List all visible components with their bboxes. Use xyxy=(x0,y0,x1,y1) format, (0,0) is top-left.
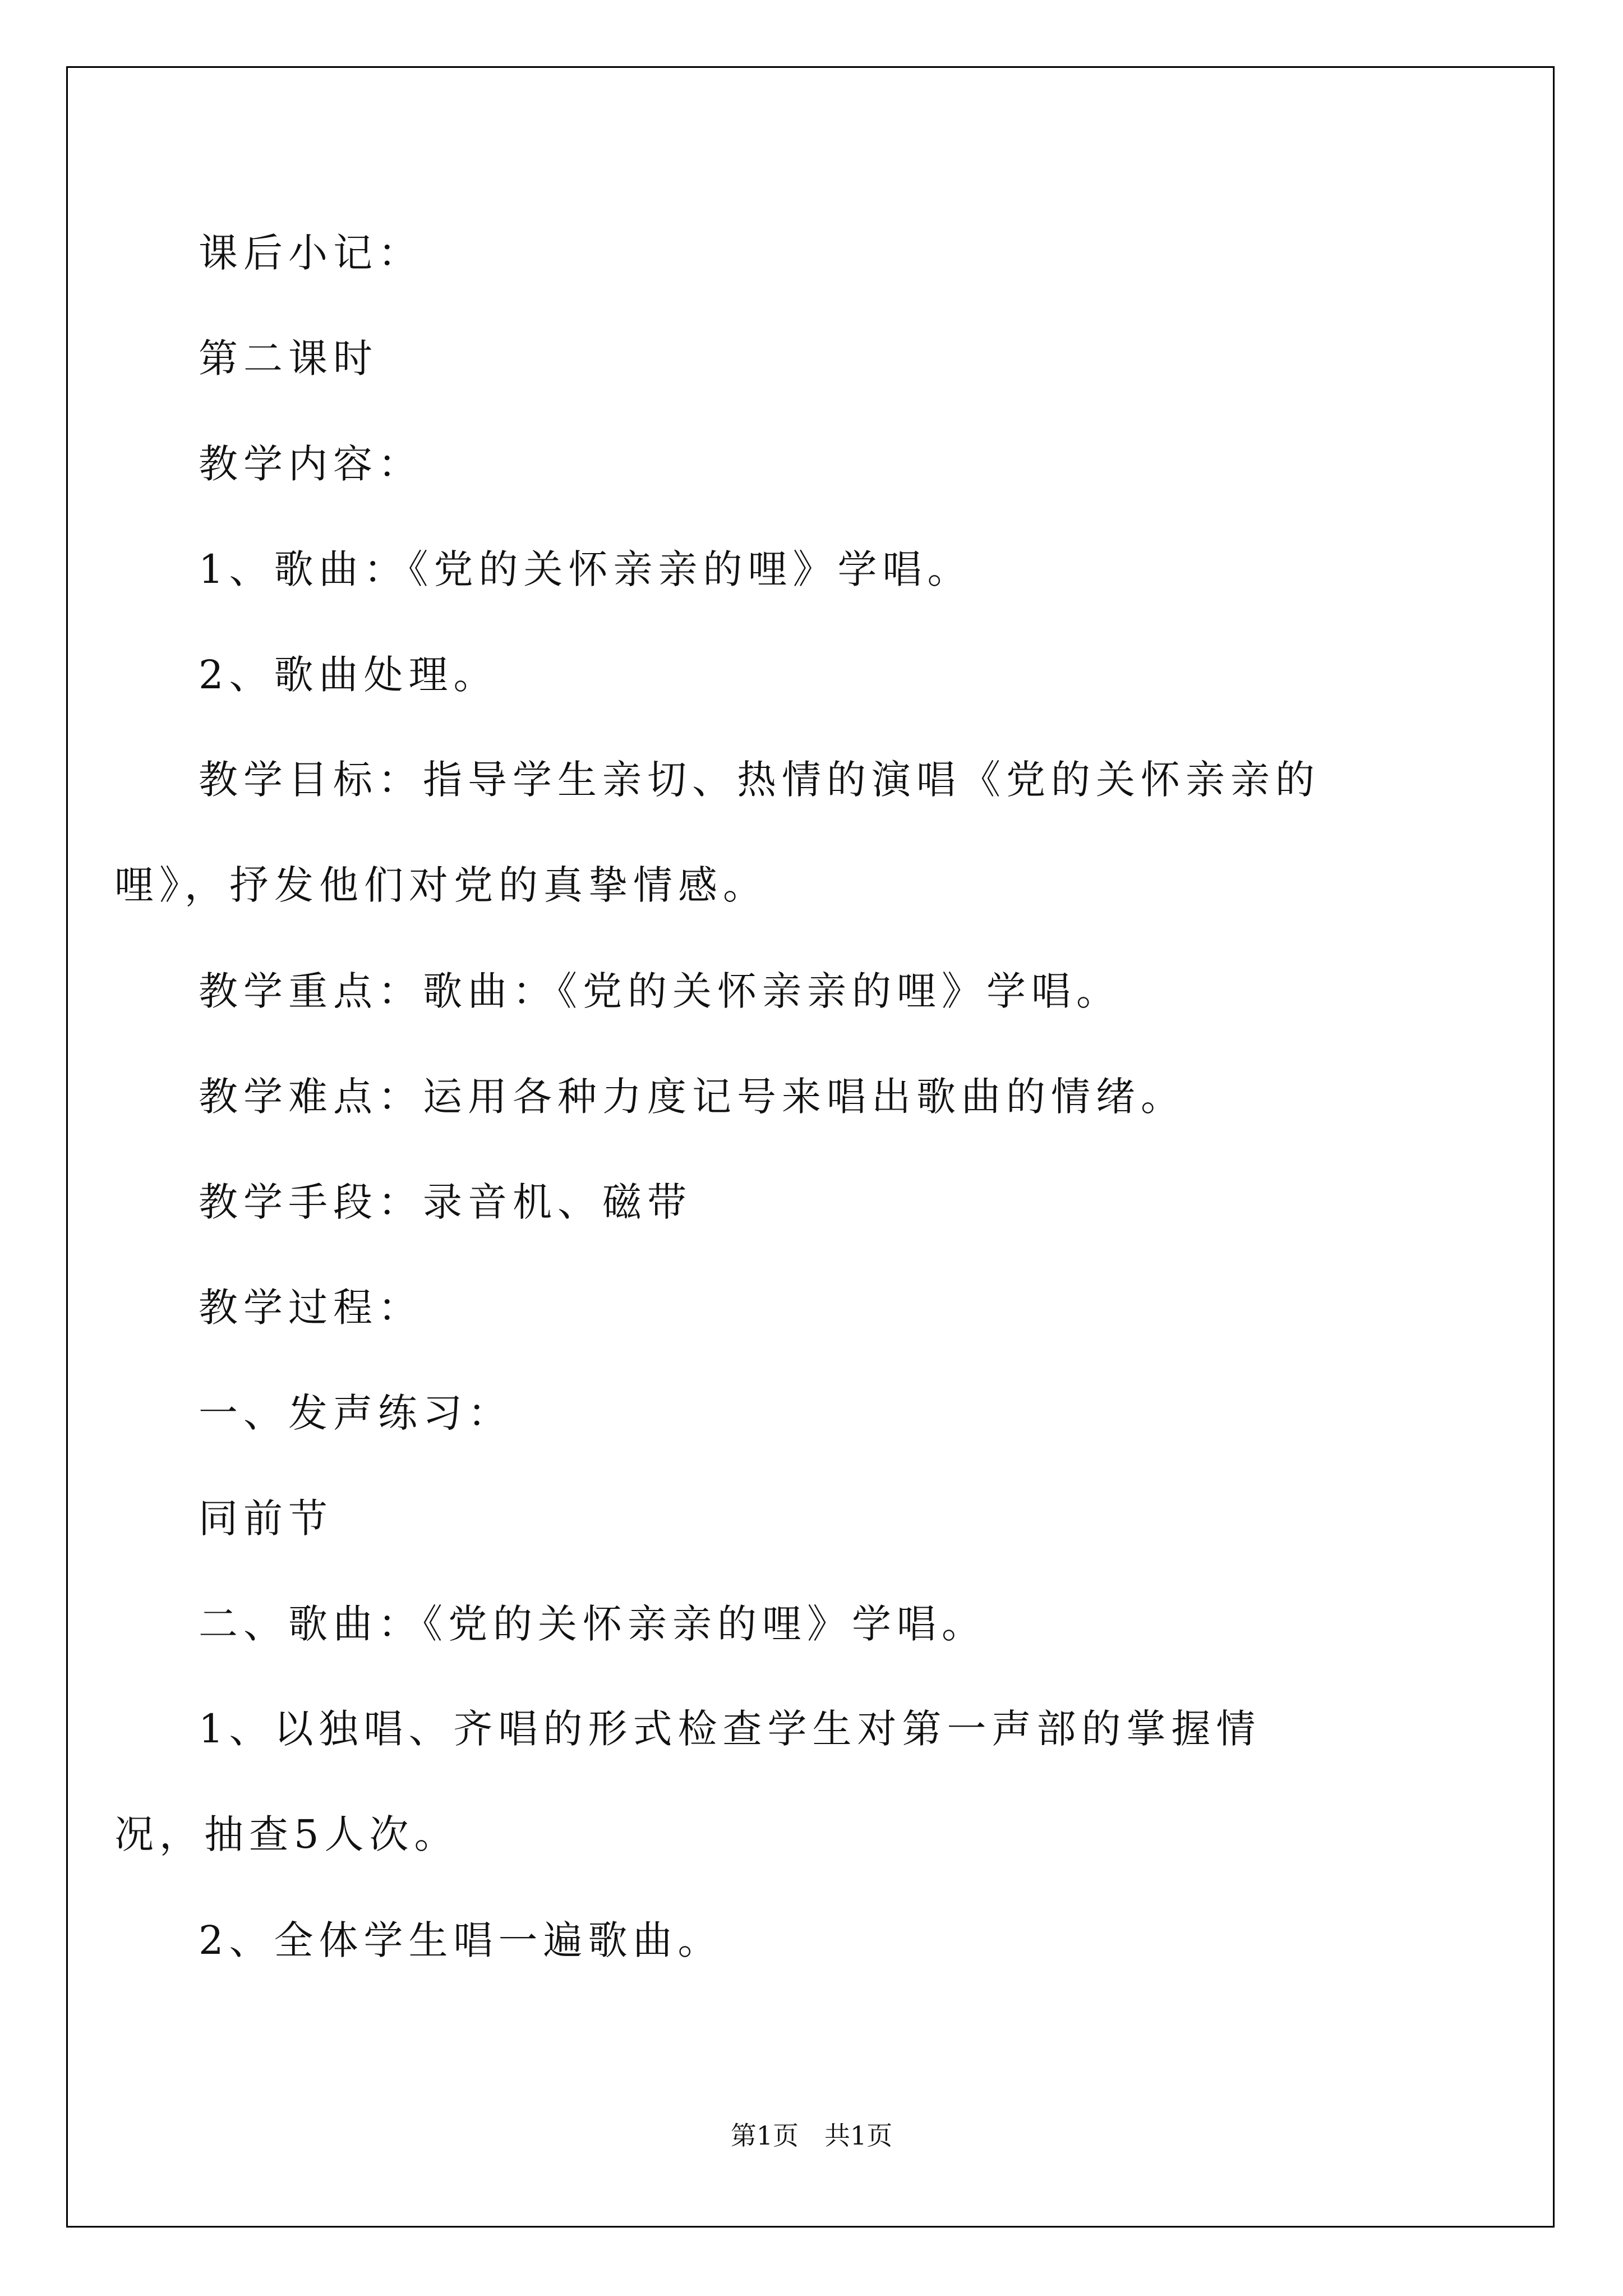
paragraph-content-item-1: 1、歌曲：《党的关怀亲亲的哩》学唱。 xyxy=(199,546,972,592)
page-footer: 第1页 共1页 xyxy=(730,2120,893,2151)
paragraph-teaching-means: 教学手段：录音机、磁带 xyxy=(199,1179,692,1225)
paragraph-second-lesson: 第二课时 xyxy=(199,335,378,381)
paragraph-vocal-practice: 一、发声练习： xyxy=(199,1390,513,1436)
paragraph-song-learning: 二、歌曲：《党的关怀亲亲的哩》学唱。 xyxy=(199,1601,986,1647)
paragraph-content-item-2: 2、歌曲处理。 xyxy=(199,652,499,698)
paragraph-teaching-difficulty: 教学难点：运用各种力度记号来唱出歌曲的情绪。 xyxy=(199,1074,1186,1120)
paragraph-teaching-key-point: 教学重点：歌曲：《党的关怀亲亲的哩》学唱。 xyxy=(199,968,1121,1014)
paragraph-same-as-before: 同前节 xyxy=(199,1496,333,1542)
paragraph-after-class-notes: 课后小记： xyxy=(199,230,423,276)
paragraph-sing-together: 2、全体学生唱一遍歌曲。 xyxy=(199,1917,723,1963)
page-border xyxy=(66,66,1555,2228)
paragraph-solo-check: 1、以独唱、齐唱的形式检查学生对第一声部的掌握情况，抽查5人次。 xyxy=(114,1706,1261,1857)
paragraph-teaching-process: 教学过程： xyxy=(199,1285,423,1331)
paragraph-teaching-content: 教学内容： xyxy=(199,441,423,487)
paragraph-teaching-goal: 教学目标：指导学生亲切、热情的演唱《党的关怀亲亲的哩》，抒发他们对党的真挚情感。 xyxy=(114,757,1320,908)
